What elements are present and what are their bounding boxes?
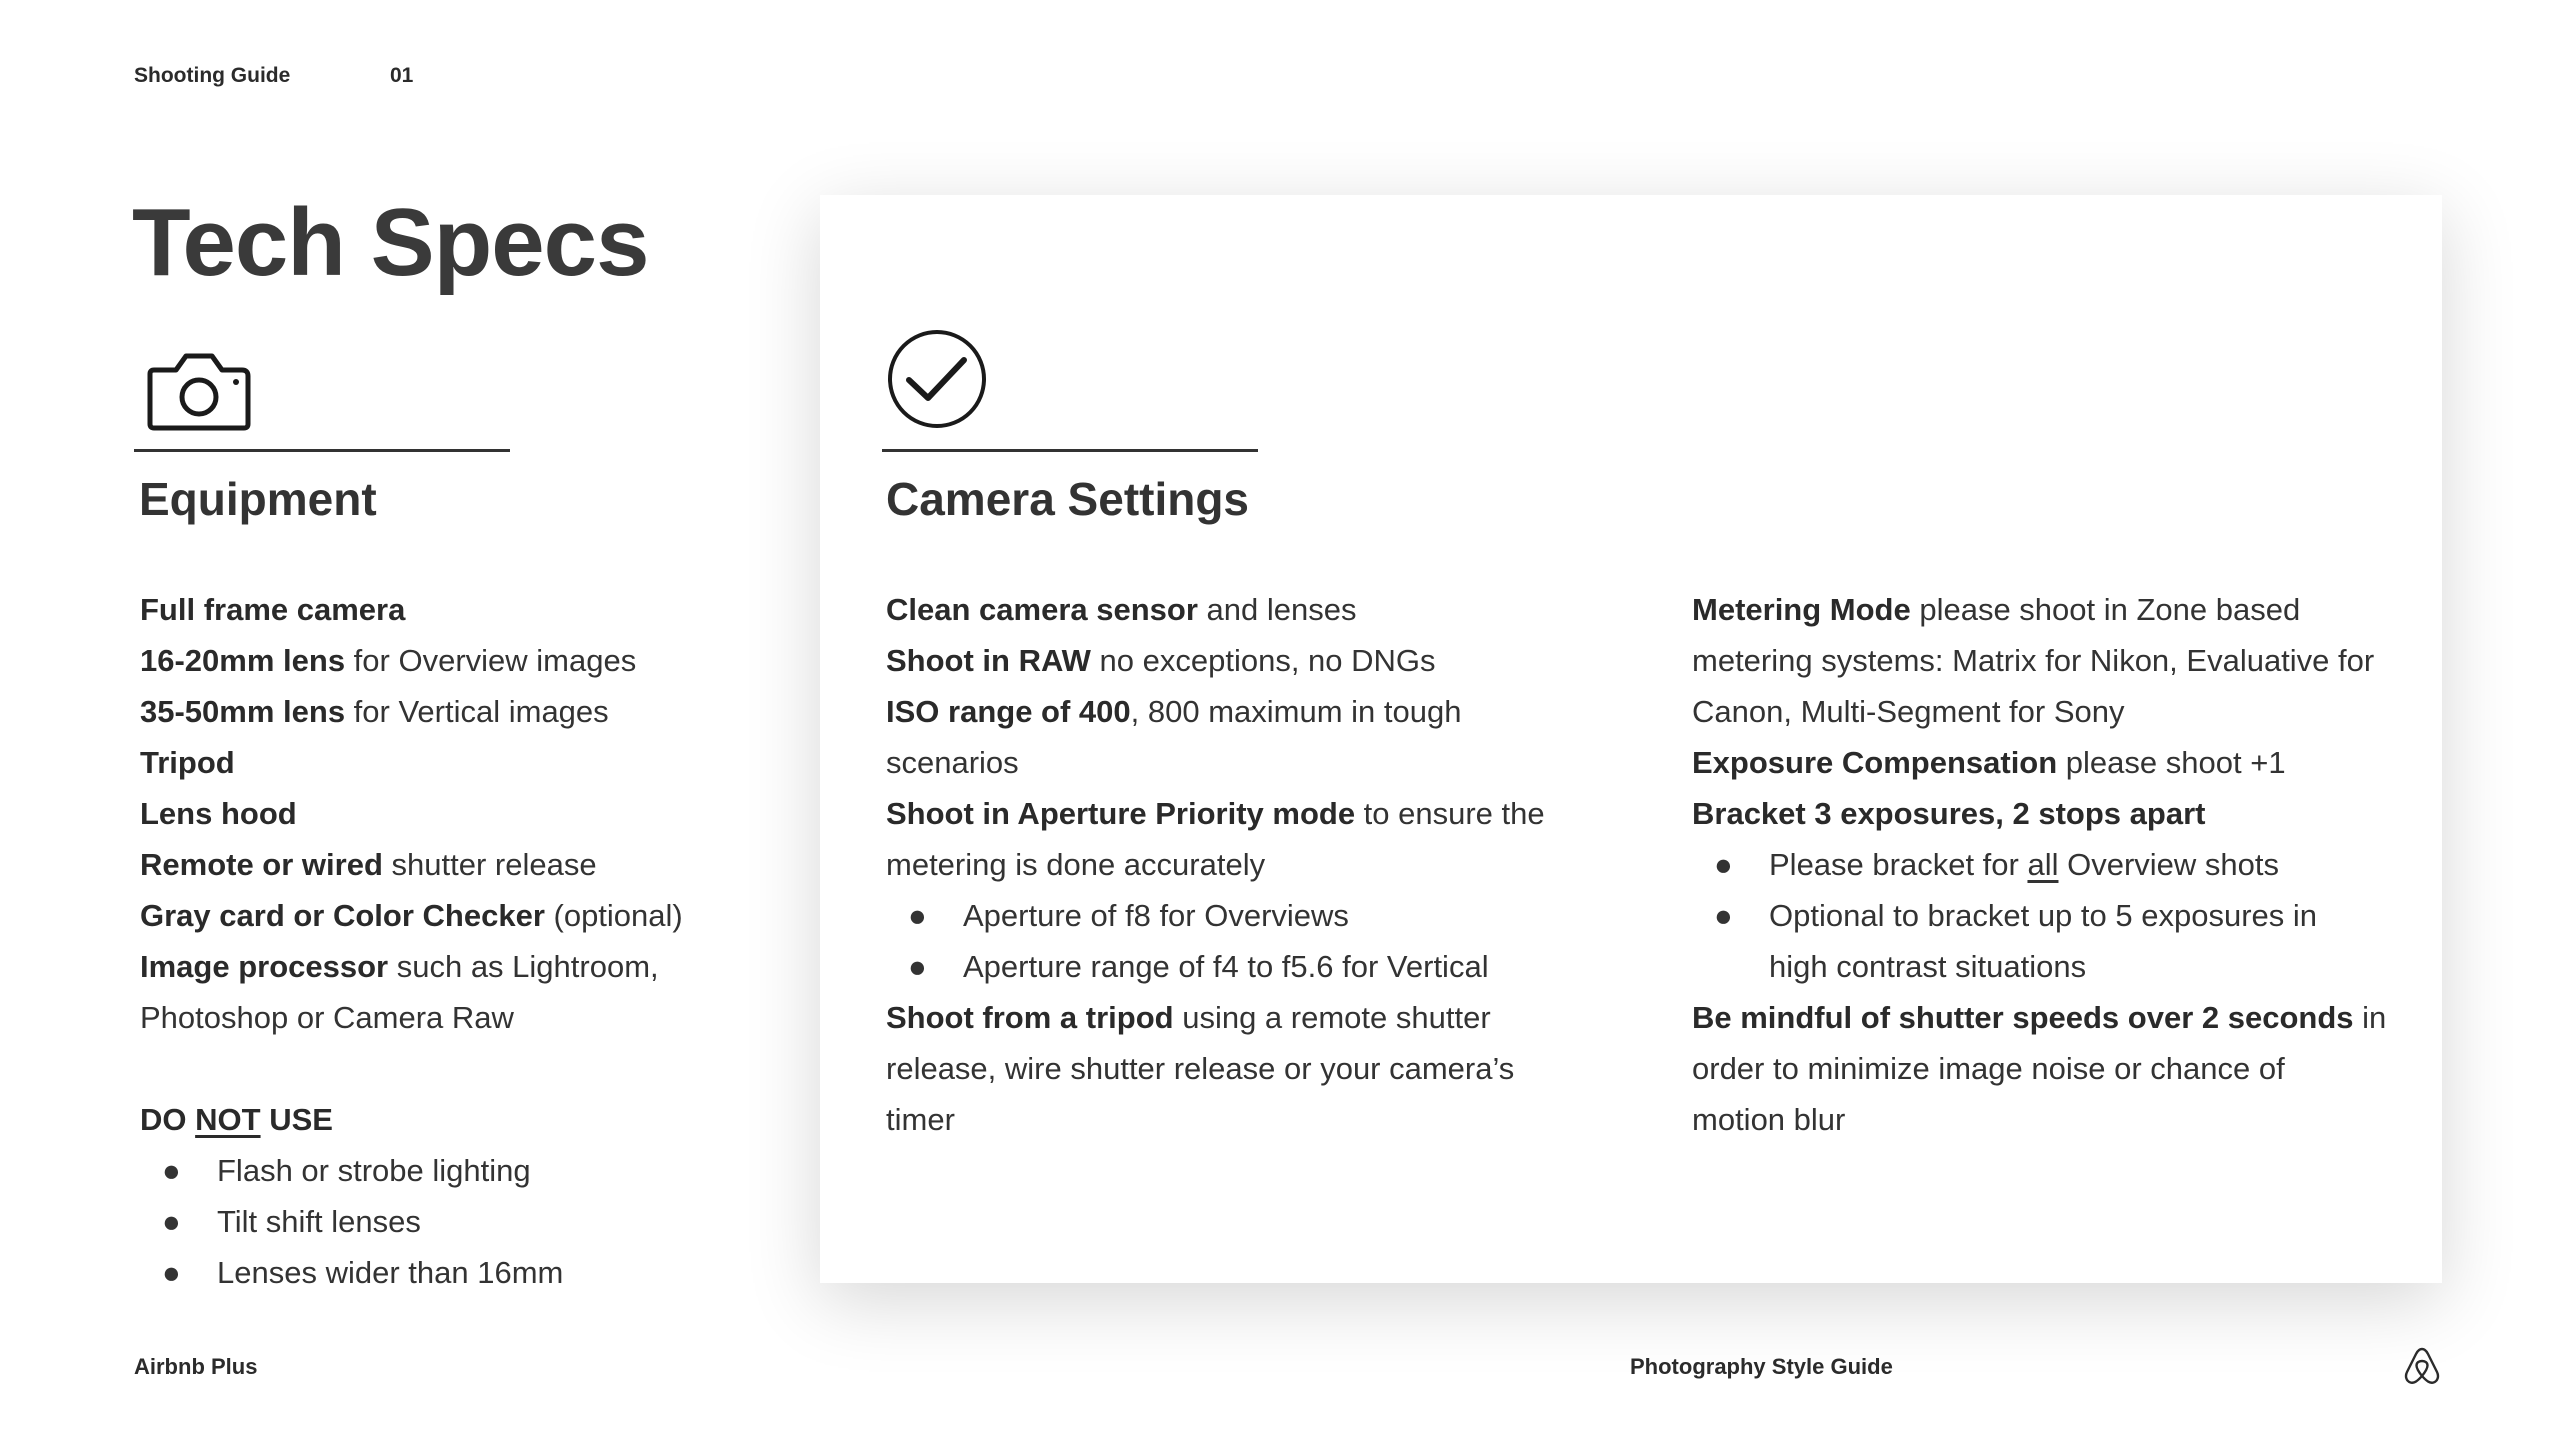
aperture-bullet xyxy=(886,890,1545,941)
equipment-list xyxy=(140,584,683,1298)
setting-text: please shoot +1 xyxy=(2057,745,2286,780)
page-title: Tech Specs xyxy=(132,189,649,296)
header-section-label: Shooting Guide xyxy=(134,64,291,87)
do-not-item xyxy=(140,1247,683,1298)
aperture-bullet xyxy=(886,941,1545,992)
equipment-heading: Equipment xyxy=(139,473,377,525)
do-not-suffix: USE xyxy=(269,1102,333,1137)
setting-text: using a remote shutter xyxy=(1173,1000,1491,1035)
camera-settings-heading: Camera Settings xyxy=(886,473,1250,525)
spacer xyxy=(140,1043,683,1094)
do-not-prefix: DO xyxy=(140,1102,187,1137)
setting-shutter-continued: motion blur xyxy=(1692,1102,1846,1137)
aperture-bullet-text: Aperture range of f4 to f5.6 for Vertical xyxy=(963,949,1489,984)
do-not-use-heading xyxy=(140,1094,683,1145)
setting-iso xyxy=(886,686,1545,737)
bullet-icon: ● xyxy=(1714,847,1733,882)
equipment-item-bold: 16-20mm lens xyxy=(140,643,346,678)
setting-iso-continued: scenarios xyxy=(886,745,1019,780)
bracket-bullet-continued: high contrast situations xyxy=(1769,949,2087,984)
bracket-bullet-emphasis: all xyxy=(2027,847,2059,882)
equipment-item-text: shutter release xyxy=(382,847,597,882)
setting-text: and lenses xyxy=(1197,592,1357,627)
do-not-item-text: Tilt shift lenses xyxy=(217,1204,421,1239)
do-not-item xyxy=(140,1196,683,1247)
setting-exposure xyxy=(1692,737,2386,788)
bullet-icon: ● xyxy=(162,1255,181,1290)
equipment-divider xyxy=(134,449,510,452)
equipment-item-bold: Lens hood xyxy=(140,796,297,831)
bullet-icon: ● xyxy=(162,1153,181,1188)
equipment-item-text: such as Lightroom, xyxy=(388,949,659,984)
do-not-emphasis: NOT xyxy=(195,1102,261,1137)
bullet-icon: ● xyxy=(162,1204,181,1239)
setting-text: to ensure the xyxy=(1355,796,1545,831)
setting-text: no exceptions, no DNGs xyxy=(1090,643,1436,678)
equipment-item-text: for Vertical images xyxy=(345,694,609,729)
equipment-item xyxy=(140,737,683,788)
setting-text: in xyxy=(2353,1000,2387,1035)
equipment-item xyxy=(140,635,683,686)
setting-text: , 800 maximum in tough xyxy=(1130,694,1462,729)
bracket-bullet-text: Optional to bracket up to 5 exposures in xyxy=(1769,898,2317,933)
setting-metering-continued: metering systems: Matrix for Nikon, Evaluative for xyxy=(1692,643,2375,678)
setting-bold: ISO range of 400 xyxy=(886,694,1131,729)
equipment-item-bold: Image processor xyxy=(140,949,389,984)
bullet-icon: ● xyxy=(1714,898,1733,933)
setting-tripod-continued: release, wire shutter release or your camera’s xyxy=(886,1051,1515,1086)
setting-aperture xyxy=(886,788,1545,839)
bracket-bullet-text: Please bracket for xyxy=(1769,847,2028,882)
airbnb-logo-icon xyxy=(2402,1346,2442,1386)
equipment-item-text: for Overview images xyxy=(345,643,637,678)
bracket-bullet xyxy=(1692,890,2386,941)
equipment-item xyxy=(140,686,683,737)
equipment-item xyxy=(140,890,683,941)
equipment-item-text: (optional) xyxy=(544,898,683,933)
setting-sensor xyxy=(886,584,1545,635)
setting-shutter xyxy=(1692,992,2386,1043)
equipment-item xyxy=(140,941,683,992)
equipment-item-bold: Gray card or Color Checker xyxy=(140,898,545,933)
equipment-item-bold: Full frame camera xyxy=(140,592,406,627)
bullet-icon: ● xyxy=(908,898,927,933)
camera-settings-right-column xyxy=(1692,584,2386,1145)
setting-bold: Exposure Compensation xyxy=(1692,745,2058,780)
do-not-item-text: Lenses wider than 16mm xyxy=(217,1255,564,1290)
setting-bold: Clean camera sensor xyxy=(886,592,1198,627)
do-not-item xyxy=(140,1145,683,1196)
setting-metering-continued: Canon, Multi-Segment for Sony xyxy=(1692,694,2125,729)
setting-bold: Shoot from a tripod xyxy=(886,1000,1174,1035)
camera-icon xyxy=(146,352,252,432)
bracket-bullet-text: Overview shots xyxy=(2058,847,2279,882)
setting-text: please shoot in Zone based xyxy=(1910,592,2301,627)
equipment-item-bold: Tripod xyxy=(140,745,235,780)
setting-tripod xyxy=(886,992,1545,1043)
header-page-number: 01 xyxy=(390,64,414,87)
footer-guide-title: Photography Style Guide xyxy=(1630,1354,1893,1379)
bracket-bullet xyxy=(1692,839,2386,890)
setting-shutter-continued: order to minimize image noise or chance of xyxy=(1692,1051,2285,1086)
setting-tripod-continued: timer xyxy=(886,1102,955,1137)
bullet-icon: ● xyxy=(908,949,927,984)
check-circle-icon xyxy=(886,328,988,430)
setting-bold: Bracket 3 exposures, 2 stops apart xyxy=(1692,796,2206,831)
equipment-item xyxy=(140,788,683,839)
equipment-item-continued: Photoshop or Camera Raw xyxy=(140,1000,514,1035)
setting-raw xyxy=(886,635,1545,686)
equipment-item xyxy=(140,839,683,890)
setting-aperture-continued: metering is done accurately xyxy=(886,847,1266,882)
setting-bracket xyxy=(1692,788,2386,839)
setting-metering xyxy=(1692,584,2386,635)
camera-settings-left-column xyxy=(886,584,1545,1145)
setting-bold: Be mindful of shutter speeds over 2 seconds xyxy=(1692,1000,2354,1035)
camera-settings-divider xyxy=(882,449,1258,452)
footer-brand: Airbnb Plus xyxy=(134,1354,258,1379)
equipment-item-bold: Remote or wired xyxy=(140,847,383,882)
setting-bold: Shoot in Aperture Priority mode xyxy=(886,796,1356,831)
setting-bold: Metering Mode xyxy=(1692,592,1911,627)
setting-bold: Shoot in RAW xyxy=(886,643,1091,678)
equipment-item xyxy=(140,584,683,635)
do-not-item-text: Flash or strobe lighting xyxy=(217,1153,531,1188)
equipment-item-bold: 35-50mm lens xyxy=(140,694,346,729)
aperture-bullet-text: Aperture of f8 for Overviews xyxy=(963,898,1349,933)
